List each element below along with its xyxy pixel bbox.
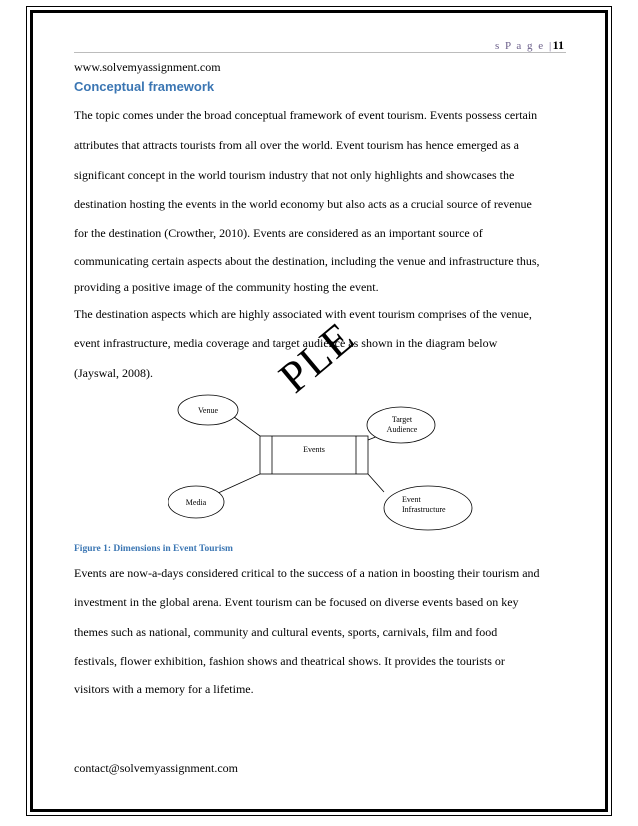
venue-label: Venue — [198, 406, 218, 415]
body-line: festivals, flower exhibition, fashion shows and theatrical shows. It provides the tourists or — [74, 654, 505, 668]
target-label-1: Target — [391, 415, 413, 424]
connector-media — [216, 474, 260, 494]
event-tourism-diagram — [168, 392, 478, 532]
body-line: for the destination (Crowther, 2010). Events are considered as an important source of — [74, 226, 483, 240]
body-line: Events are now-a-days considered critical to the success of a nation in boosting their tourism and — [74, 566, 540, 580]
body-line: providing a positive image of the community hosting the event. — [74, 280, 379, 294]
page-number — [495, 38, 564, 53]
body-line: communicating certain aspects about the destination, including the venue and infrastructure thus, — [74, 254, 540, 268]
header-url: www.solvemyassignment.com — [74, 60, 221, 74]
page-label: s P a g e | — [494, 40, 553, 52]
body-line: The topic comes under the broad conceptual framework of event tourism. Events possess certain — [74, 108, 538, 122]
section-heading: Conceptual framework — [74, 79, 215, 94]
header-divider — [74, 52, 566, 53]
target-label-2: Audience — [386, 425, 418, 434]
footer-email: contact@solvemyassignment.com — [74, 761, 239, 775]
figure-caption: Figure 1: Dimensions in Event Tourism — [74, 544, 233, 554]
body-line: attributes that attracts tourists from all over the world. Event tourism has hence emerged as a — [74, 138, 519, 152]
infra-label-2: Infrastructure — [402, 505, 446, 514]
connector-infra — [368, 474, 384, 492]
media-label: Media — [185, 498, 207, 507]
body-line: (Jayswal, 2008). — [74, 366, 153, 380]
events-box — [260, 436, 368, 474]
body-line: significant concept in the world tourism industry that not only highlights and showcases the — [74, 168, 515, 182]
events-label: Events — [303, 445, 325, 454]
infra-label-1: Event — [402, 495, 421, 504]
body-line: visitors with a memory for a lifetime. — [74, 682, 254, 696]
body-line: The destination aspects which are highly associated with event tourism comprises of the venue, — [74, 307, 532, 321]
body-line: event infrastructure, media coverage and target audience as shown in the diagram below — [74, 336, 498, 350]
body-line: themes such as national, community and cultural events, sports, carnivals, film and food — [74, 625, 498, 639]
body-line: investment in the global arena. Event tourism can be focused on diverse events based on key — [74, 595, 519, 609]
body-line: destination hosting the events in the world economy but also acts as a crucial source of revenue — [74, 197, 532, 211]
page-number-value: 11 — [552, 38, 564, 52]
watermark-text: PLE — [269, 312, 364, 403]
